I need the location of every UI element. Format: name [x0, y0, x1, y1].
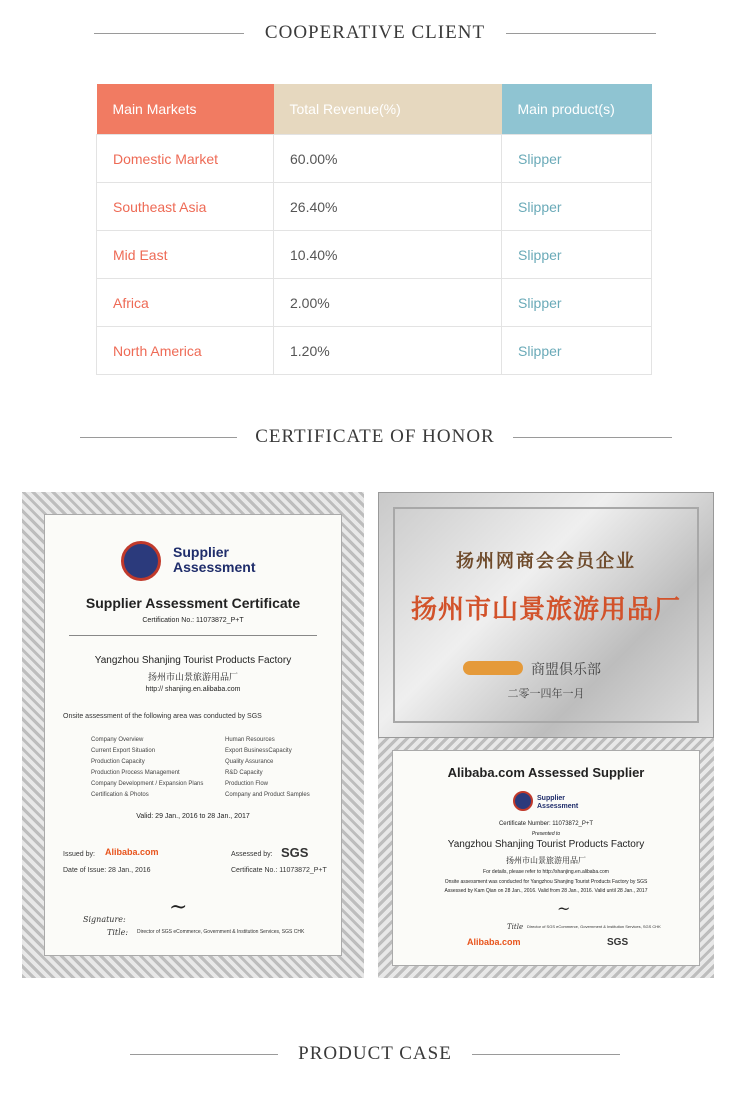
product-case-title: PRODUCT CASE	[280, 1043, 470, 1064]
table-row	[97, 183, 652, 231]
revenue-cell: 26.40%	[274, 183, 502, 231]
table-row	[97, 135, 652, 183]
date-of-issue: Date of Issue: 28 Jan., 2016	[63, 867, 151, 874]
product-cell: Slipper	[502, 231, 652, 279]
supplier-assessment-certificate	[22, 492, 364, 978]
signature-mark-icon-2: ~	[557, 899, 571, 918]
right-item: Quality Assurance	[225, 759, 274, 765]
cooperative-client-title: COOPERATIVE CLIENT	[247, 22, 503, 43]
revenue-cell: 10.40%	[274, 231, 502, 279]
left-item: Current Export Situation	[91, 748, 156, 754]
market-cell: North America	[97, 327, 274, 375]
cert2-alibaba-logo: Alibaba.com	[467, 937, 521, 947]
left-item: Company Overview	[91, 737, 144, 743]
sgs-seal-icon-2	[513, 791, 533, 811]
cert2-badge: Supplier Assessment	[537, 795, 579, 810]
right-item: Production Flow	[225, 781, 269, 787]
cert2-title-text: Director of SGS eCommerce, Government & Institution Services, SGS CHK	[527, 924, 661, 929]
certificate-paper	[44, 514, 342, 956]
certificate-number-bottom: Certificate No.: 11073872_P+T	[231, 867, 327, 874]
header-total-revenue: Total Revenue(%)	[274, 84, 502, 135]
right-item: Human Resources	[225, 737, 275, 743]
title-label: Title:	[107, 928, 129, 937]
signature-mark-icon: ~	[169, 895, 188, 920]
cert2-onsite: Onsite assessment was conducted for Yangzhou Shanjing Tourist Products Factory by SGS	[444, 879, 648, 885]
left-item: Production Capacity	[91, 759, 145, 765]
plaque-line-1: 扬州网商会会员企业	[456, 551, 636, 571]
table-row	[97, 231, 652, 279]
cert2-number: Certificate Number: 11073872_P+T	[498, 821, 594, 827]
plaque-line-2: 扬州市山景旅游用品厂	[410, 594, 681, 624]
plaque-date: 二零一四年一月	[507, 688, 585, 700]
revenue-cell: 2.00%	[274, 279, 502, 327]
table-row	[97, 327, 652, 375]
valid-dates: Valid: 29 Jan., 2016 to 28 Jan., 2017	[136, 813, 250, 820]
certificate-heading	[0, 426, 750, 448]
market-cell: Africa	[97, 279, 274, 327]
revenue-cell: 1.20%	[274, 327, 502, 375]
alibaba-logo: Alibaba.com	[105, 847, 159, 857]
issued-by-label: Issued by:	[63, 851, 95, 858]
alibaba-assessed-supplier-certificate	[378, 738, 714, 978]
title-text: Director of SGS eCommerce, Government & Institution Services, SGS CHK	[137, 929, 305, 935]
signature-label: Signature:	[83, 915, 126, 924]
alibaba-badge-icon	[463, 661, 523, 675]
product-cell: Slipper	[502, 183, 652, 231]
table-header-row	[97, 84, 652, 135]
badge-text: Supplier Assessment	[173, 544, 256, 575]
left-item: Certification & Photos	[91, 792, 149, 798]
product-case-heading	[0, 1043, 750, 1065]
market-cell: Southeast Asia	[97, 183, 274, 231]
cert2-sgs-logo: SGS	[607, 937, 629, 948]
market-cell: Mid East	[97, 231, 274, 279]
certificate-paper-2	[392, 750, 700, 966]
certificate-title: Supplier Assessment Certificate	[85, 595, 301, 611]
header-main-products: Main product(s)	[502, 84, 652, 135]
onsite-text: Onsite assessment of the following area was conducted by SGS	[63, 713, 262, 720]
right-item: R&D Capacity	[225, 770, 263, 776]
market-cell: Domestic Market	[97, 135, 274, 183]
club-name: 商盟俱乐部	[531, 661, 601, 677]
cert2-title-label: Title	[507, 923, 524, 931]
sgs-logo: SGS	[281, 845, 309, 860]
cert2-title: Alibaba.com Assessed Supplier	[447, 765, 645, 780]
company-url: http:// shanjing.en.alibaba.com	[145, 686, 241, 693]
cert2-assessed: Assessed by Kam Qian on 28 Jan., 2016. Valid from 28 Jan., 2016. Valid until 28 Jan., 2017	[444, 888, 648, 894]
company-name-cn: 扬州市山景旅游用品厂	[147, 672, 238, 682]
right-item: Export BusinessCapacity	[225, 748, 292, 754]
left-item: Production Process Management	[91, 770, 180, 776]
markets-table	[96, 84, 652, 375]
product-cell: Slipper	[502, 327, 652, 375]
cooperative-client-heading	[0, 22, 750, 44]
left-item: Company Development / Expansion Plans	[91, 781, 204, 787]
cert2-presented: Presented to	[531, 831, 561, 837]
certificate-title: CERTIFICATE OF HONOR	[237, 426, 512, 447]
cert2-details: For details, please refer to http://shanjing.en.alibaba.com	[483, 869, 609, 875]
cert2-company-cn: 扬州市山景旅游用品厂	[506, 856, 586, 865]
assessed-by-label: Assessed by:	[231, 851, 273, 858]
product-cell: Slipper	[502, 135, 652, 183]
sgs-seal-icon	[121, 541, 161, 581]
table-row	[97, 279, 652, 327]
product-cell: Slipper	[502, 279, 652, 327]
honor-plaque	[378, 492, 714, 738]
revenue-cell: 60.00%	[274, 135, 502, 183]
right-item: Company and Product Samples	[225, 792, 310, 798]
cert2-company: Yangzhou Shanjing Tourist Products Factory	[447, 839, 645, 850]
company-name: Yangzhou Shanjing Tourist Products Factory	[94, 655, 292, 666]
certificate-number: Certification No.: 11073872_P+T	[142, 617, 244, 624]
header-main-markets: Main Markets	[97, 84, 274, 135]
